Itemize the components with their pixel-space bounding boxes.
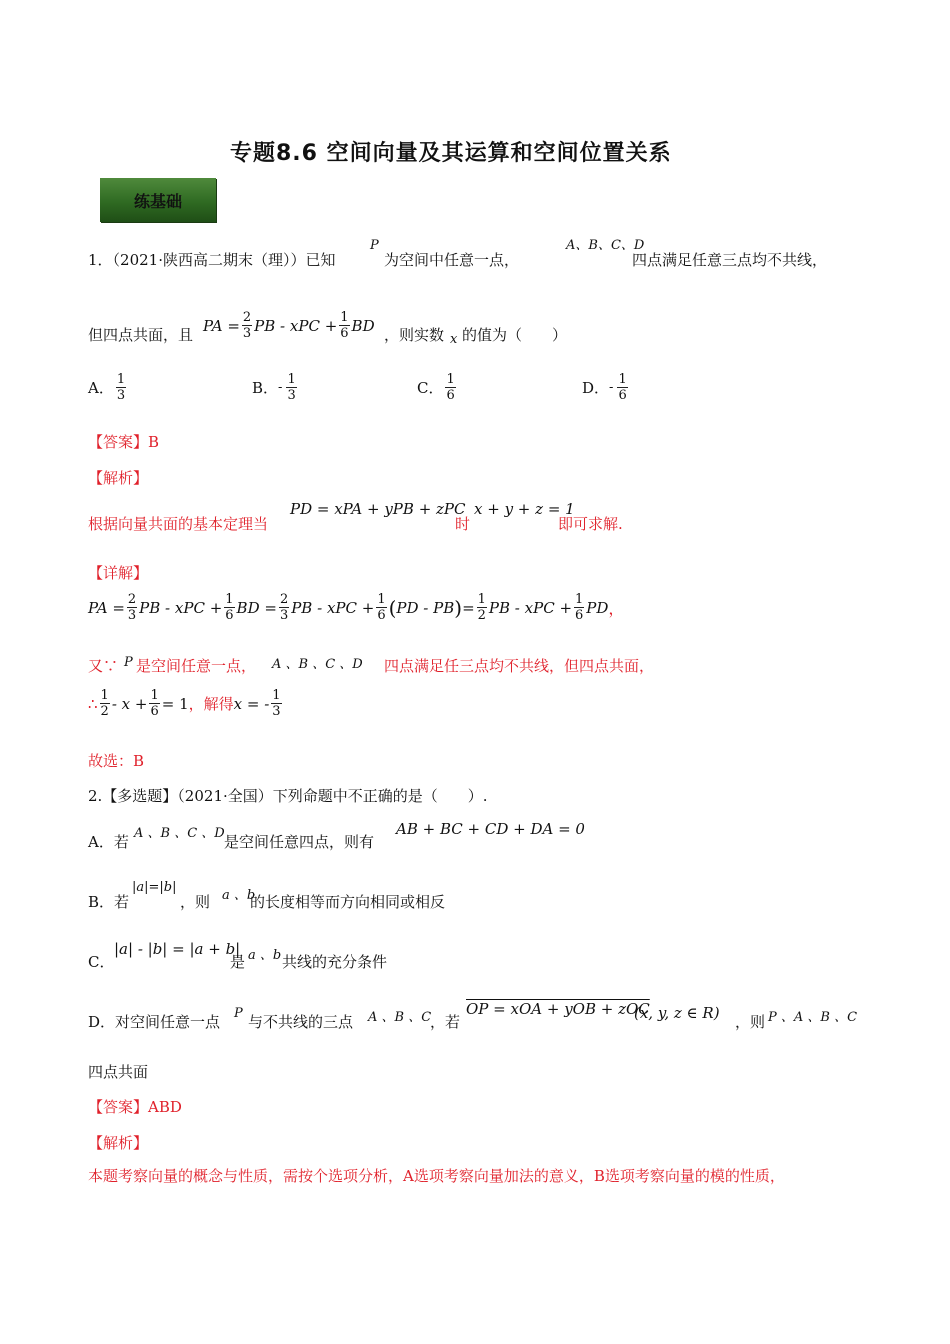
q1-option-a[interactable]: A． $\frac{1}{3}$ — [88, 372, 126, 403]
q2-title: 2.【多选题】（2021·全国）下列命题中不正确的是（ ）. — [88, 787, 488, 805]
q2-option-b-text2: 的长度相等而方向相同或相反 — [250, 893, 446, 911]
q1-number: 1． — [88, 251, 113, 269]
q1-eq-mid1: PB - xPC + — [254, 316, 338, 335]
q2-option-b-label[interactable]: B．若 — [88, 893, 130, 911]
q2-option-d-points: A 、B 、C — [368, 1010, 432, 1025]
q1-line2a: 但四点共面，且 — [88, 326, 194, 344]
q2-option-d-cond: (x, y, z ∈ R) — [634, 1004, 720, 1022]
q1-because-text: 是空间任意一点， — [136, 657, 257, 675]
q1-points: A、B、C、D — [566, 238, 645, 253]
q2-option-a-points: A 、B 、C 、D — [134, 826, 225, 841]
q1-x: x — [450, 332, 458, 347]
q2-analysis-tag: 【解析】 — [88, 1134, 149, 1152]
q2-option-d-text2: ，若 — [430, 1013, 461, 1031]
q1-because-p: P — [124, 655, 133, 670]
q2-option-d-text1: 与不共线的三点 — [248, 1013, 354, 1031]
q1-therefore-line: ∴ $\frac{1}{2}$ - x + $\frac{1}{6}$ = 1 ，解得 x = - $\frac{1}{3}$ — [88, 688, 281, 719]
q1-point-p: P — [370, 238, 379, 253]
q1-source: （2021·陕西高二期末（理））已知 — [112, 251, 336, 269]
frac-one-sixth: $\frac{1}{6}$ — [340, 310, 349, 341]
q2-option-b-eq: |a|=|b| — [132, 880, 177, 895]
q1-analysis-text3: 即可求解. — [558, 515, 623, 533]
q1-eq-mid2: BD — [351, 316, 375, 335]
section-badge — [100, 178, 216, 222]
q1-analysis-tag: 【解析】 — [88, 469, 149, 487]
q2-option-d-eq: OP = xOA + yOB + zOC — [466, 1000, 650, 1018]
q1-tail: 四点满足任意三点均不共线， — [632, 251, 828, 269]
section-badge-label: 练基础 — [133, 191, 182, 211]
q1-line2b: ，则实数 — [384, 326, 445, 344]
q2-option-c-text1: 是 — [230, 953, 246, 971]
q1-because-points: A 、B 、C 、D — [272, 657, 363, 672]
frac-two-thirds: $\frac{2}{3}$ — [242, 310, 252, 341]
q1-analysis-eq2: x + y + z = 1 — [474, 500, 575, 518]
q2-option-c-label[interactable]: C． — [88, 953, 115, 971]
q2-option-d-points2: P 、A 、B 、C — [768, 1010, 858, 1025]
q2-option-d-label[interactable]: D．对空间任意一点 — [88, 1013, 221, 1031]
page-title: 专题8.6 空间向量及其运算和空间位置关系 — [230, 141, 672, 166]
q1-analysis-text2: 时 — [455, 515, 471, 533]
q1-analysis-text1: 根据向量共面的基本定理当 — [88, 515, 269, 533]
q1-option-b[interactable]: B． - $\frac{1}{3}$ — [252, 372, 296, 403]
q2-option-d-line2: 四点共面 — [88, 1063, 149, 1081]
q2-option-a-label[interactable]: A．若 — [88, 833, 129, 851]
q2-answer: 【答案】ABD — [88, 1098, 182, 1116]
q2-option-c-text2: 共线的充分条件 — [282, 953, 388, 971]
q1-answer: 【答案】B — [88, 433, 160, 451]
q2-option-b-ab: a 、b — [222, 888, 256, 903]
q1-because-tail: 四点满足任三点均不共线，但四点共面， — [384, 657, 655, 675]
q1-analysis-eq1: PD = xPA + yPB + zPC — [290, 500, 466, 518]
q1-eq-lhs: PA = — [203, 316, 240, 335]
q2-option-c-eq: |a| - |b| = |a + b| — [114, 940, 241, 958]
q1-mid: 为空间中任意一点， — [384, 251, 520, 269]
q2-option-d-text3: ，则 — [735, 1013, 766, 1031]
q1-option-c[interactable]: C． $\frac{1}{6}$ — [417, 372, 455, 403]
q2-analysis-text: 本题考察向量的概念与性质，需按个选项分析，A选项考察向量加法的意义，B选项考察向量的模的性质， — [88, 1167, 785, 1185]
q1-detail-equation: PA = $\frac{2}{3}$ PB - xPC + $\frac{1}{6}$ BD = $\frac{2}{3}$ PB - xPC + $\frac{1}{6}$ ( PD - PB ) = $\frac{1}{2}$ PB - xPC + $\frac{1}{6}$ PD ， — [88, 592, 625, 623]
q1-line1 — [88, 250, 336, 270]
q1-because: 又∵ — [88, 657, 119, 675]
q1-equation — [203, 310, 375, 341]
q2-option-a-eq: AB + BC + CD + DA = 0 — [396, 820, 585, 838]
q2-option-a-text: 是空间任意四点，则有 — [224, 833, 375, 851]
q1-option-d[interactable]: D． - $\frac{1}{6}$ — [582, 372, 627, 403]
q2-option-b-text1: ，则 — [180, 893, 211, 911]
q1-detail-tag: 【详解】 — [88, 564, 149, 582]
q1-conclusion: 故选：B — [88, 752, 145, 770]
q2-option-d-p: P — [234, 1006, 243, 1021]
q2-option-c-ab: a 、b — [248, 948, 282, 963]
q1-line2c: 的值为（ ） — [462, 326, 568, 344]
